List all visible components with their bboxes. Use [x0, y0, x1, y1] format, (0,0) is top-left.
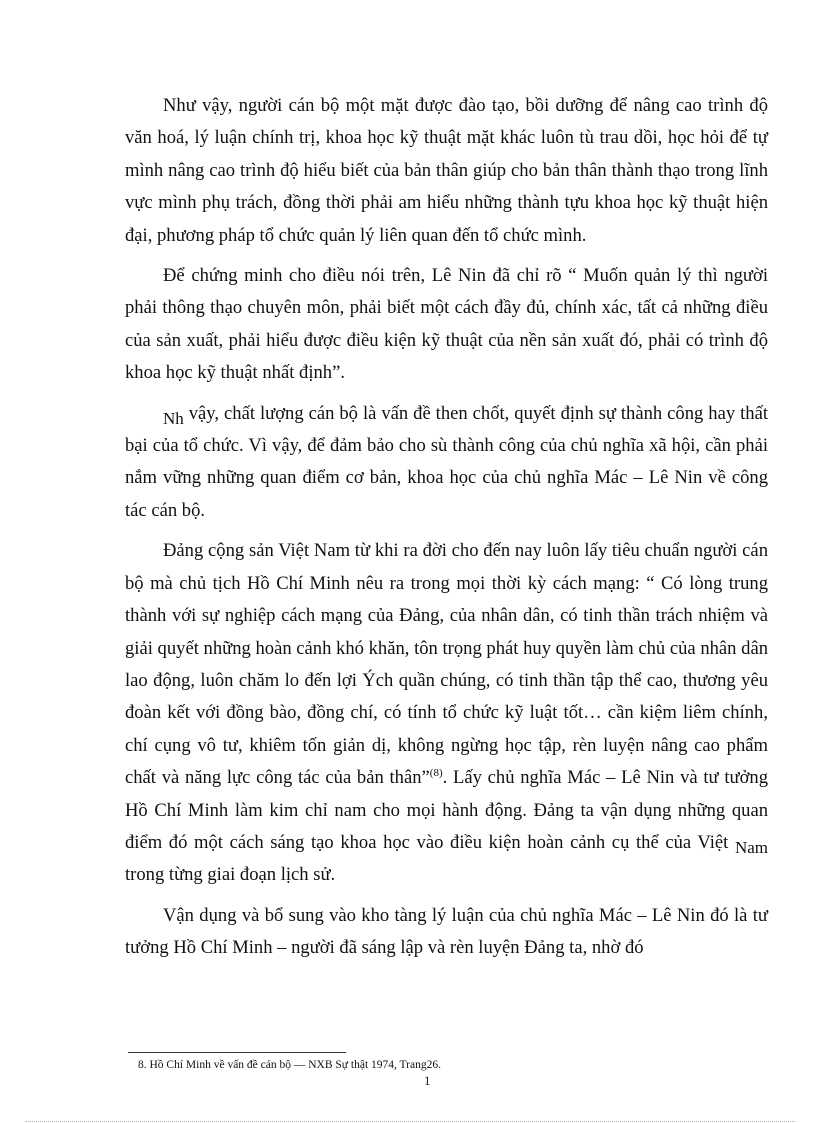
- footnote-separator: [128, 1052, 346, 1053]
- paragraph-4-text-c: trong từng giai đoạn lịch sử.: [125, 864, 336, 886]
- paragraph-4: [125, 535, 768, 891]
- paragraph-1: [125, 90, 768, 252]
- page-number: 1: [424, 1073, 431, 1088]
- footnote: 8. Hồ Chí Minh về vấn đề cán bộ — NXB Sự thật 1974, Trang26.: [138, 1059, 441, 1071]
- paragraph-2-text: Để chứng minh cho điều nói trên, Lê Nin đã chỉ rõ “ Muốn quản lý thì người phải thông thạo chuyên môn, phải biết một cách đầy đủ, chính xác, tất cả những điều của sản xuất, phải hiểu được điều kiện kỹ thuật của nền sản xuất đó, phải có trình độ khoa học kỹ thuật nhất định”.: [125, 265, 768, 384]
- paragraph-5-text: Vận dụng và bổ sung vào kho tàng lý luận của chủ nghĩa Mác – Lê Nin đó là tư tưởng Hồ Chí Minh – người đã sáng lập và rèn luyện Đảng ta, nhờ đó: [125, 904, 768, 959]
- paragraph-1-text: Như vậy, người cán bộ một mặt được đào tạo, bồi dưỡng để nâng cao trình độ văn hoá, lý luận chính trị, khoa học kỹ thuật mặt khác luôn tù trau dồi, học hỏi để tự mình nâng cao trình độ hiểu biết của bản thân giúp cho bản thân thành thạo trong lĩnh vực mình phụ trách, đồng thời phải am hiểu những thành tựu khoa học kỹ thuật hiện đại, phương pháp tổ chức quản lý liên quan đến tổ chức mình.: [125, 95, 768, 246]
- paragraph-4-text-a: Đảng cộng sản Việt Nam từ khi ra đời cho đến nay luôn lấy tiêu chuẩn người cán bộ mà chủ tịch Hồ Chí Minh nêu ra trong mọi thời kỳ cách mạng: “ Có lòng trung thành với sự nghiệp cách mạng của Đảng, của nhân dân, có tinh thần trách nhiệm và giải quyết những hoàn cảnh khó khăn, tôn trọng phát huy quyền làm chủ của nhân dân lao động, luôn chăm lo đến lợi Ých quần chúng, có tinh thần tập thể cao, thương yêu đoàn kết với đồng bào, đồng chí, có tính tổ chức kỹ luật tốt… cần kiệm liêm chính, chí cụng vô tư, khiêm tốn giản dị, không ngừng học tập, rèn luyện nâng cao phẩm chất và năng lực công tác của bản thân”: [125, 540, 768, 789]
- paragraph-3: [125, 398, 768, 528]
- paragraph-3-text: vậy, chất lượng cán bộ là vấn đề then chốt, quyết định sự thành công hay thất bại của tổ chức. Vì vậy, để đảm bảo cho sù thành công của chủ nghĩa xã hội, cần phải nắm vững những quan điểm cơ bản, khoa học của chủ nghĩa Mác – Lê Nin về công tác cán bộ.: [125, 402, 768, 521]
- footnote-reference[interactable]: (8): [429, 767, 443, 780]
- paragraph-4-text-b: . Lấy chủ nghĩa Mác – Lê Nin và tư tưởng Hồ Chí Minh làm kim chỉ nam cho mọi hành động. Đảng ta vận dụng những quan điểm đó một cách sáng tạo khoa học vào điều kiện hoàn cảnh cụ thể của Việt: [125, 767, 769, 853]
- body-text: [125, 90, 768, 973]
- paragraph-2: [125, 260, 768, 390]
- paragraph-4-odd-word: Nam: [734, 837, 768, 857]
- paragraph-3-lead: Nh: [163, 408, 184, 428]
- page-break-line: [25, 1121, 795, 1122]
- paragraph-5: [125, 900, 768, 965]
